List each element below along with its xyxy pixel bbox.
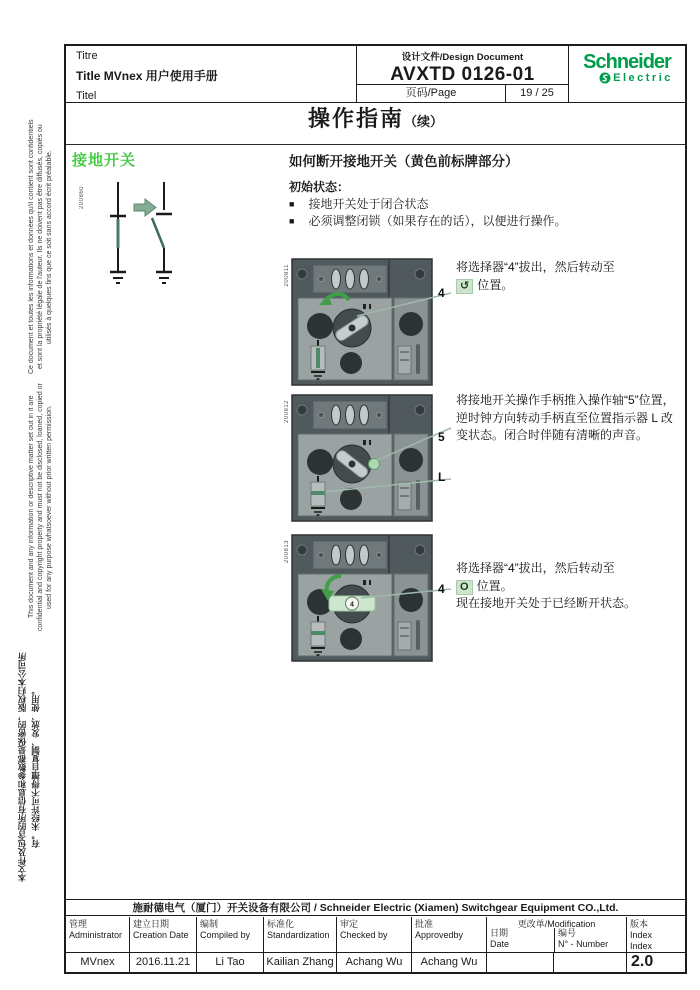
step-1 xyxy=(66,256,685,392)
confidentiality-notice-english: This document and any information or descriptive matter set out in it are confidential and copyright property and must not be disclosed, loaned, copied or used for any purpose whatsoever without prior written permission. xyxy=(28,383,53,631)
arrow-right-icon xyxy=(134,199,156,216)
rotate-position-icon: ↺ xyxy=(456,279,473,294)
page-title-band xyxy=(66,102,685,145)
col-administrator: 管理 Administrator xyxy=(69,919,123,940)
panel-image-step3 xyxy=(291,534,456,664)
page-label: 页码/Page xyxy=(405,87,457,99)
list-item xyxy=(289,212,566,229)
panel-image-step2 xyxy=(291,394,456,524)
col-checked-by: 审定 Checked by xyxy=(336,917,411,952)
figure-ref: 200811 xyxy=(284,264,290,287)
page-title: 操作指南 xyxy=(307,106,404,131)
value-creation-date: 2016.11.21 xyxy=(129,953,196,973)
document-number-block xyxy=(356,46,569,102)
knob-label: 4 xyxy=(350,601,354,609)
step-text-line: 位置。 xyxy=(476,578,513,593)
col-standardization: 标准化 Standardization xyxy=(263,917,336,952)
panel-image-step1 xyxy=(291,258,456,388)
value-compiled-by: Li Tao xyxy=(196,953,263,973)
value-modification-date xyxy=(486,953,553,973)
position-indicator xyxy=(311,631,325,635)
schneider-logo xyxy=(569,46,685,102)
company-line: 施耐德电气（厦门）开关设备有限公司 / Schneider Electric (Xiamen) Switchgear Equipment CO.,Ltd. xyxy=(66,899,685,916)
value-checked-by: Achang Wu xyxy=(336,953,411,973)
title-block xyxy=(66,46,356,102)
value-modification-number xyxy=(553,953,626,973)
step-3-text xyxy=(456,560,684,613)
confidentiality-notice-chinese: 本文件及包含的所有信息和参数都是保密的，版权归本公司所有。未经许可不得擅自复制、发放、使用。 xyxy=(17,652,41,882)
col-modification: 更改单/Modification 日期 Date 编号 N° - Number xyxy=(486,917,626,952)
callout-label-selector: 4 xyxy=(438,286,445,300)
document-frame xyxy=(64,44,687,974)
confidentiality-notice-french: Ce document et toutes les informations et données qu'il contient sont confidentiels et sont la propriété légale de l'auteur. Ils ne doivent pas être diffusés, copiés ou utilisés à quelques fins que ce soit sans accord écrit préalable. xyxy=(28,119,53,375)
logo-wordmark: Schneider xyxy=(583,51,671,73)
step-2-text: 将接地开关操作手柄推入操作轴“5”位置，逆时钟方向转动手柄直至位置指示器 L 改变状态。闭合时伴随有清晰的声音。 xyxy=(456,393,675,442)
bullet-icon: ■ xyxy=(289,216,295,226)
list-item xyxy=(289,195,428,212)
logo-electric-text: Electric xyxy=(613,72,673,84)
value-standardization: Kailian Zhang xyxy=(263,953,336,973)
step-2 xyxy=(66,392,685,528)
position-indicator xyxy=(311,491,325,495)
titel-label: Titel xyxy=(76,90,97,102)
index-version: 2.0 xyxy=(631,953,654,970)
initial-state-label: 初始状态： xyxy=(289,180,350,194)
value-administrator: MVnex xyxy=(80,956,115,968)
callout-label-selector: 4 xyxy=(438,582,445,596)
col-compiled-by: 编制 Compiled by xyxy=(196,917,263,952)
step-text-line: 位置。 xyxy=(477,277,514,292)
step-text-line: 现在接地开关处于已经断开状态。 xyxy=(456,596,637,610)
bullet-icon: ■ xyxy=(289,199,295,209)
callout-label-shaft: 5 xyxy=(438,430,445,444)
page-title-suffix: （续） xyxy=(404,114,444,129)
step-3 xyxy=(66,532,685,668)
list-item-text: 必须调整闭锁（如果存在的话），以便进行操作。 xyxy=(308,214,567,228)
col-index: 版本 Index Index xyxy=(626,917,685,952)
document-number: AVXTD 0126-01 xyxy=(390,64,535,85)
approval-table-header xyxy=(66,917,685,952)
col-approved-by: 批准 Approvedby xyxy=(411,917,486,952)
figure-ref: 200860 xyxy=(79,186,85,210)
open-position-icon: O xyxy=(456,580,473,595)
schneider-emblem-icon xyxy=(599,72,611,84)
approval-table-values xyxy=(66,952,685,972)
title-value: Title MVnex 用户使用手册 xyxy=(76,69,218,83)
page-value: 19 / 25 xyxy=(505,85,568,102)
step-1-text xyxy=(456,259,684,294)
titre-label: Titre xyxy=(76,50,98,62)
header xyxy=(66,46,685,103)
value-approved-by: Achang Wu xyxy=(411,953,486,973)
value-index xyxy=(626,953,685,973)
figure-ref: 200813 xyxy=(284,540,290,564)
figure-ref: 200812 xyxy=(284,400,290,424)
list-item-text: 接地开关处于闭合状态 xyxy=(308,197,429,211)
step-text-line: 将选择器“4”拔出，然后转动至 xyxy=(456,260,615,274)
col-creation-date: 建立日期 Creation Date xyxy=(129,917,196,952)
page-row xyxy=(357,84,568,102)
section-heading-earthing-switch: 接地开关 xyxy=(72,152,137,169)
content-heading: 如何断开接地开关（黄色前标牌部分） xyxy=(289,154,519,169)
callout-label-indicator: L xyxy=(438,470,446,484)
step-text-line: 将选择器“4”拔出，然后转动至 xyxy=(456,561,615,575)
design-document-label: 设计文件/Design Document xyxy=(401,52,524,63)
logo-subline xyxy=(587,72,685,84)
